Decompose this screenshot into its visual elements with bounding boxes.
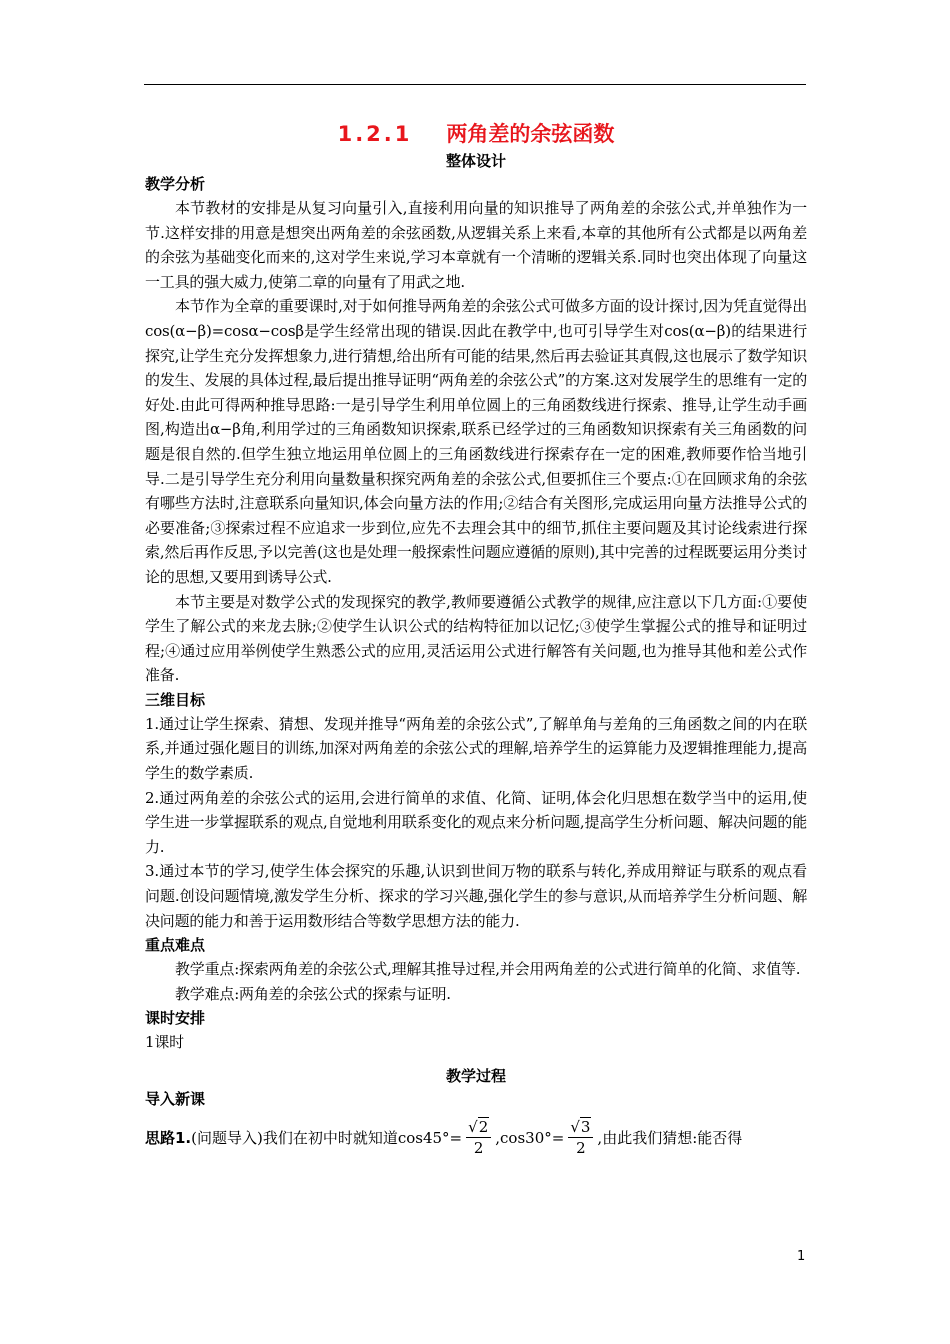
sqrt-icon: √ bbox=[570, 1118, 580, 1136]
section-heading-key-points: 重点难点 bbox=[145, 936, 206, 955]
title-text: 两角差的余弦函数 bbox=[446, 122, 615, 146]
section-heading-goals: 三维目标 bbox=[145, 690, 206, 709]
analysis-paragraph-2: 本节作为全章的重要课时,对于如何推导两角差的余弦公式可做多方面的设计探讨,因为凭直觉得出cos(α−β)=cosα−cosβ是学生经常出现的错误.因此在教学中,也可引导学生对cos(α−β)的结果进行探究,让学生充分发挥想象力,进行猜想,给出所有可能的结果,然后再去验证其真假,这也展示了数学知识的发生、发展的具体过程,最后提出推导证明“两角差的余弦公式”的方案.这对发展学生的思维有一定的好处.由此可得两种推导思路:一是引导学生利用单位圆上的三角函数线进行探索、推导,让学生动手画图,构造出α−β角,利用学过的三角函数知识探索,联系已经学过的三角函数知识探索有关三角函数的问题是很自然的.但学生独立地运用单位圆上的三角函数线进行探索存在一定的困难,教师要作恰当地引导.二是引导学生充分利用向量数量积探究两角差的余弦公式,但要抓住三个要点:①在回顾求角的余弦有哪些方法时,注意联系向量知识,体会向量方法的作用;②结合有关图形,完成运用向量方法推导公式的必要准备;③探索过程不应追求一步到位,应先不去理会其中的细节,抓住主要问题及其讨论线索进行探索,然后再作反思,予以完善(这也是处理一般探索性问题应遵循的原则),其中完善的过程既要运用分类讨论的思想,又要用到诱导公式. bbox=[145, 297, 807, 586]
goal-item-2: 2.通过两角差的余弦公式的运用,会进行简单的求值、化简、证明,体会化归思想在数学当中的运用,使学生进一步掌握联系的观点,自觉地利用联系变化的观点来分析问题,提高学生分析问题、解决问题的能力. bbox=[145, 788, 807, 856]
section-heading-process: 教学过程 bbox=[445, 1067, 506, 1085]
idea-text-b: ,cos30°= bbox=[495, 1128, 565, 1147]
sqrt-icon: √ bbox=[468, 1118, 478, 1136]
title-number: 1.2.1 bbox=[337, 122, 413, 146]
header-rule bbox=[144, 84, 806, 85]
schedule-text: 1课时 bbox=[145, 1033, 184, 1052]
section-heading-schedule: 课时安排 bbox=[145, 1009, 206, 1028]
document-title bbox=[145, 118, 807, 150]
analysis-paragraph-3: 本节主要是对数学公式的发现探究的教学,教师要遵循公式教学的规律,应注意以下几方面:①要使学生了解公式的来龙去脉;②使学生认识公式的结构特征加以记忆;③使学生掌握公式的推导和证明过程;④通过应用举例使学生熟悉公式的应用,灵活运用公式进行解答有关问题,也为推导其他和差公式作准备. bbox=[145, 592, 807, 685]
idea-text-a: (问题导入)我们在初中时就知道cos45°= bbox=[191, 1128, 463, 1147]
analysis-paragraph-1: 本节教材的安排是从复习向量引入,直接利用向量的知识推导了两角差的余弦公式,并单独作为一节.这样安排的用意是想突出两角差的余弦函数,从逻辑关系上来看,本章的其他所有公式都是以两角差的余弦为基础变化而来的,这对学生来说,学习本章就有一个清晰的逻辑关系.同时也突出体现了向量这一工具的强大威力,使第二章的向量有了用武之地. bbox=[145, 199, 807, 291]
subtitle: 整体设计 bbox=[445, 152, 506, 170]
key-point-difficulty: 教学难点:两角差的余弦公式的探索与证明. bbox=[175, 984, 451, 1003]
section-heading-analysis: 教学分析 bbox=[145, 175, 206, 193]
fraction-sqrt3-over-2: √ 3 2 bbox=[568, 1117, 593, 1158]
goal-item-1: 1.通过让学生探索、猜想、发现并推导“两角差的余弦公式”,了解单角与差角的三角函数之间的内在联系,并通过强化题目的训练,加深对两角差的余弦公式的理解,培养学生的运算能力及逻辑推理能力,提高学生的数学素质. bbox=[145, 714, 807, 783]
fraction-sqrt2-over-2: √ 2 2 bbox=[466, 1117, 491, 1158]
idea-1-line bbox=[145, 1117, 807, 1158]
idea-text-c: ,由此我们猜想:能否得 bbox=[597, 1128, 743, 1147]
idea-label: 思路1. bbox=[145, 1128, 192, 1147]
page-number: 1 bbox=[797, 1249, 806, 1264]
key-point-focus: 教学重点:探索两角差的余弦公式,理解其推导过程,并会用两角差的公式进行简单的化简、求值等. bbox=[175, 960, 801, 979]
section-heading-intro: 导入新课 bbox=[145, 1090, 206, 1108]
goal-item-3: 3.通过本节的学习,使学生体会探究的乐趣,认识到世间万物的联系与转化,养成用辩证与联系的观点看问题.创设问题情境,激发学生分析、探求的学习兴趣,强化学生的参与意识,从而培养学生分析问题、解决问题的能力和善于运用数形结合等数学思想方法的能力. bbox=[145, 862, 807, 930]
document-page bbox=[145, 118, 807, 1158]
